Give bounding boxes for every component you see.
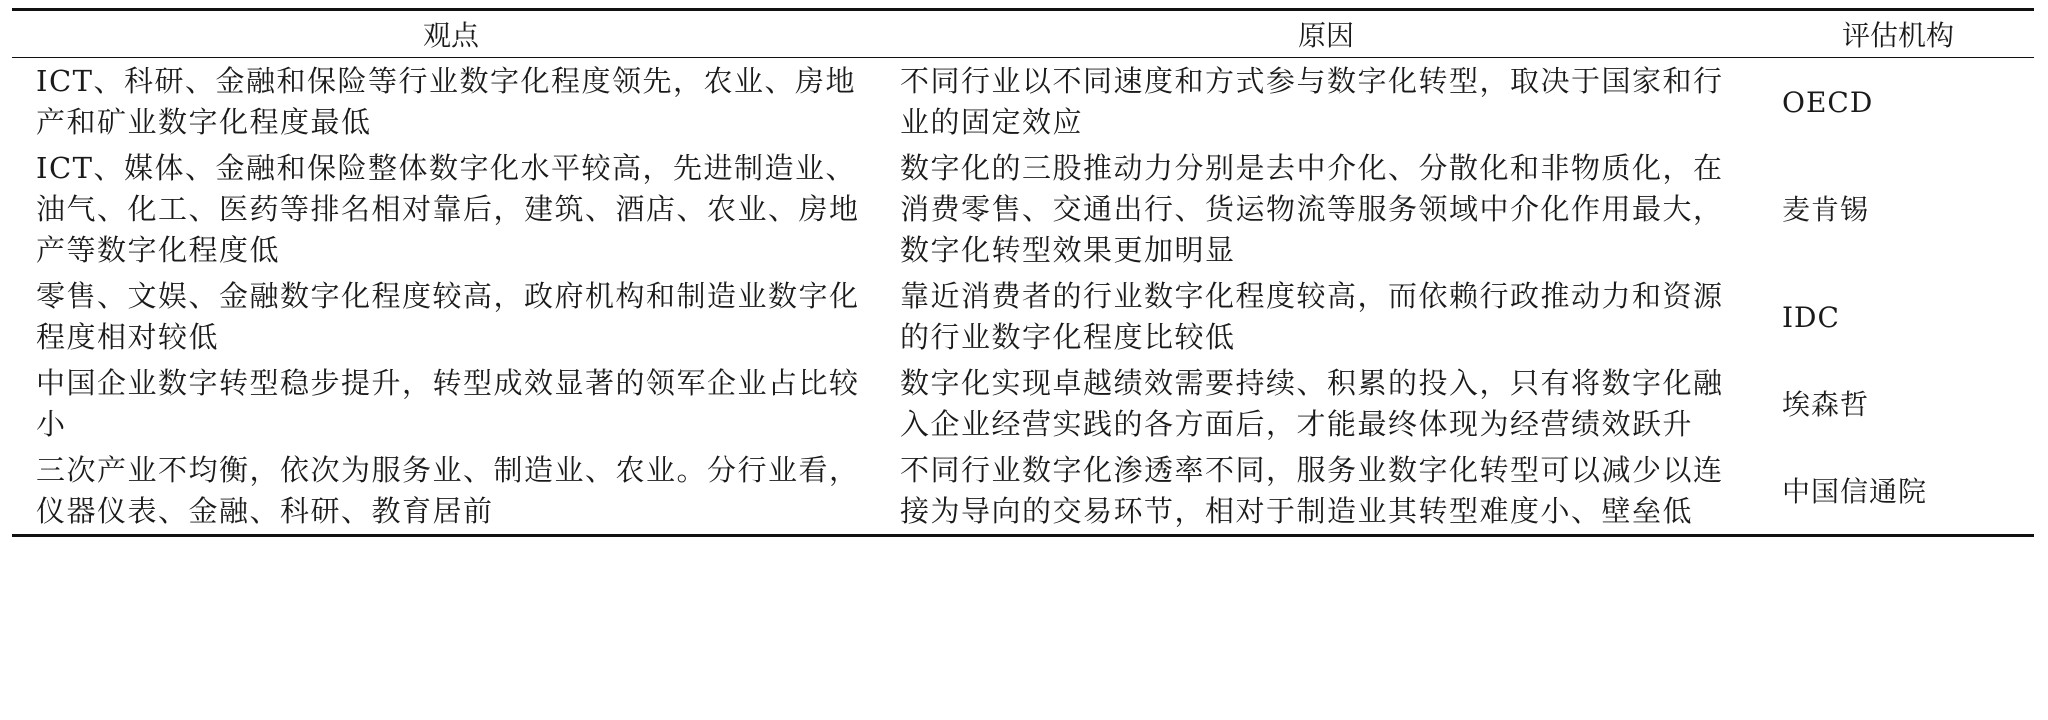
row-reason: 数字化实现卓越绩效需要持续、积累的投入，只有将数字化融入企业经营实践的各方面后，才能最终体现为经营绩效跃升 bbox=[900, 366, 1724, 441]
row-agency: 埃森哲 bbox=[1782, 387, 1870, 421]
row-reason: 不同行业以不同速度和方式参与数字化转型，取决于国家和行业的固定效应 bbox=[900, 64, 1724, 139]
row-reason: 不同行业数字化渗透率不同，服务业数字化转型可以减少以连接为导向的交易环节，相对于制造业其转型难度小、壁垒低 bbox=[900, 453, 1724, 528]
row-agency: 麦肯锡 bbox=[1782, 193, 1870, 226]
row-viewpoint: ICT、媒体、金融和保险整体数字化水平较高，先进制造业、油气、化工、医药等排名相对靠后，建筑、酒店、农业、房地产等数字化程度低 bbox=[36, 151, 860, 267]
row-agency: OECD bbox=[1782, 85, 1874, 119]
comparison-table-container bbox=[12, 8, 2034, 537]
row-viewpoint: 零售、文娱、金融数字化程度较高，政府机构和制造业数字化程度相对较低 bbox=[36, 279, 860, 354]
table-row bbox=[12, 58, 2034, 146]
header-agency: 评估机构 bbox=[1841, 19, 1954, 52]
table-row bbox=[12, 447, 2034, 536]
row-reason: 数字化的三股推动力分别是去中介化、分散化和非物质化，在消费零售、交通出行、货运物流等服务领域中介化作用最大，数字化转型效果更加明显 bbox=[900, 151, 1724, 267]
row-agency: IDC bbox=[1782, 300, 1840, 334]
row-viewpoint: ICT、科研、金融和保险等行业数字化程度领先，农业、房地产和矿业数字化程度最低 bbox=[36, 64, 856, 139]
header-viewpoint: 观点 bbox=[422, 19, 479, 52]
row-reason: 靠近消费者的行业数字化程度较高，而依赖行政推动力和资源的行业数字化程度比较低 bbox=[900, 279, 1724, 354]
row-viewpoint: 中国企业数字转型稳步提升，转型成效显著的领军企业占比较小 bbox=[36, 366, 860, 441]
table-header-row bbox=[12, 10, 2034, 58]
row-viewpoint: 三次产业不均衡，依次为服务业、制造业、农业。分行业看，仪器仪表、金融、科研、教育居前 bbox=[36, 453, 860, 528]
row-agency: 中国信通院 bbox=[1782, 474, 1928, 508]
table-row bbox=[12, 145, 2034, 273]
header-reason: 原因 bbox=[1297, 19, 1354, 52]
digitalization-views-table bbox=[12, 8, 2034, 537]
table-row bbox=[12, 360, 2034, 447]
table-row bbox=[12, 273, 2034, 360]
